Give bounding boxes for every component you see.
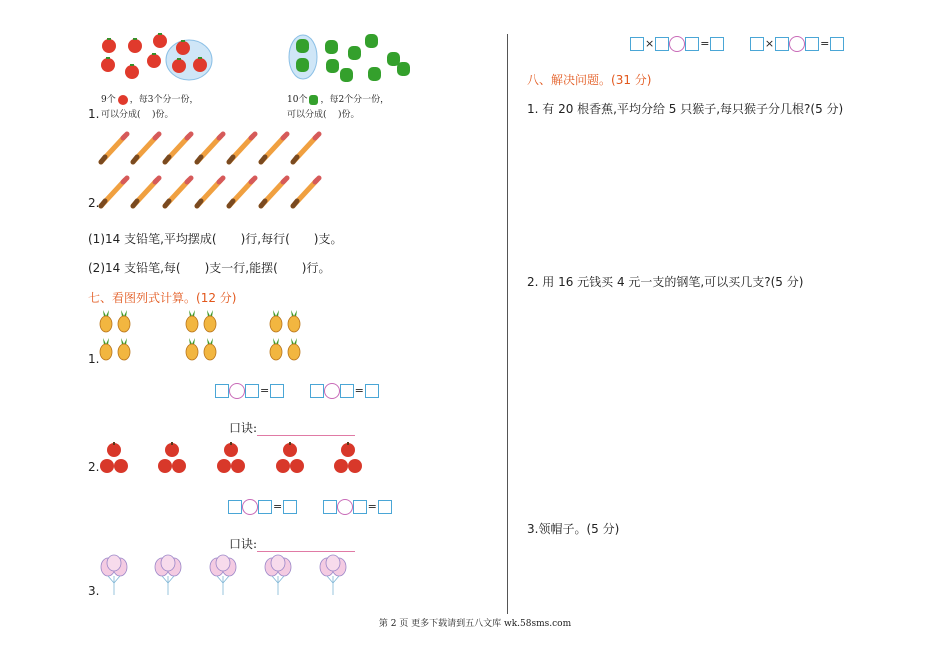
operator-circle[interactable] (324, 383, 340, 399)
answer-box[interactable] (710, 37, 724, 51)
q2-number: 2. (88, 196, 100, 210)
peppers-picture (285, 32, 420, 92)
section8-title: 八、解决问题。(31 分) (527, 73, 652, 87)
equation-row-2: = = (228, 499, 392, 515)
answer-box[interactable] (323, 500, 337, 514)
answer-box[interactable] (340, 384, 354, 398)
section8-question-1: 1. 有 20 根香蕉,平均分给 5 只猴子,每只猴子分几根?(5 分) (527, 102, 844, 116)
page-footer: 第 2 页 更多下载请到五八文库 wk.58sms.com (378, 619, 572, 629)
tomatoes-picture (96, 32, 226, 92)
answer-box[interactable] (353, 500, 367, 514)
section7-item2-number: 2. (88, 460, 100, 474)
operator-circle[interactable] (789, 36, 805, 52)
answer-box[interactable] (805, 37, 819, 51)
section8-question-3: 3.领帽子。(5 分) (527, 522, 620, 536)
section7-item3-number: 3. (88, 584, 100, 598)
answer-box[interactable] (830, 37, 844, 51)
apples-picture (96, 440, 371, 476)
answer-box[interactable] (685, 37, 699, 51)
tomato-icon (118, 95, 128, 105)
equation-row-top: × = × = (630, 36, 844, 52)
koujue-line-2: 口诀: (229, 535, 355, 552)
koujue-answer-line[interactable] (257, 539, 355, 552)
answer-box[interactable] (750, 37, 764, 51)
answer-box[interactable] (270, 384, 284, 398)
pepper-icon (309, 95, 318, 105)
operator-circle[interactable] (229, 383, 245, 399)
answer-box[interactable] (365, 384, 379, 398)
operator-circle[interactable] (242, 499, 258, 515)
q2-line2: (2)14 支铅笔,每( )支一行,能摆( )行。 (88, 261, 331, 275)
answer-box[interactable] (775, 37, 789, 51)
q2-line1: (1)14 支铅笔,平均摆成( )行,每行( )支。 (88, 232, 343, 246)
tomato-caption-line2: 可以分成( )份。 (101, 110, 174, 120)
answer-box[interactable] (215, 384, 229, 398)
tomato-caption-line1: 9个 ，每3个分一份， (101, 95, 199, 105)
answer-box[interactable] (310, 384, 324, 398)
balloons-picture (96, 553, 351, 598)
answer-box[interactable] (655, 37, 669, 51)
section7-item1-number: 1. (88, 352, 100, 366)
section8-question-2: 2. 用 16 元钱买 4 元一支的钢笔,可以买几支?(5 分) (527, 275, 804, 289)
koujue-line-1: 口诀: (229, 419, 355, 436)
pineapples-picture (96, 308, 311, 368)
column-divider (507, 34, 508, 614)
section7-title: 七、看图列式计算。(12 分) (88, 291, 237, 305)
pepper-caption-line2: 可以分成( )份。 (287, 110, 360, 120)
operator-circle[interactable] (337, 499, 353, 515)
q1-number: 1. (88, 107, 100, 121)
pepper-caption-line1: 10个 ，每2个分一份， (287, 95, 390, 105)
answer-box[interactable] (630, 37, 644, 51)
answer-box[interactable] (283, 500, 297, 514)
answer-box[interactable] (228, 500, 242, 514)
koujue-answer-line[interactable] (257, 423, 355, 436)
equation-row-1: = = (215, 383, 379, 399)
answer-box[interactable] (245, 384, 259, 398)
answer-box[interactable] (378, 500, 392, 514)
answer-box[interactable] (258, 500, 272, 514)
pencils-picture (96, 130, 326, 212)
operator-circle[interactable] (669, 36, 685, 52)
